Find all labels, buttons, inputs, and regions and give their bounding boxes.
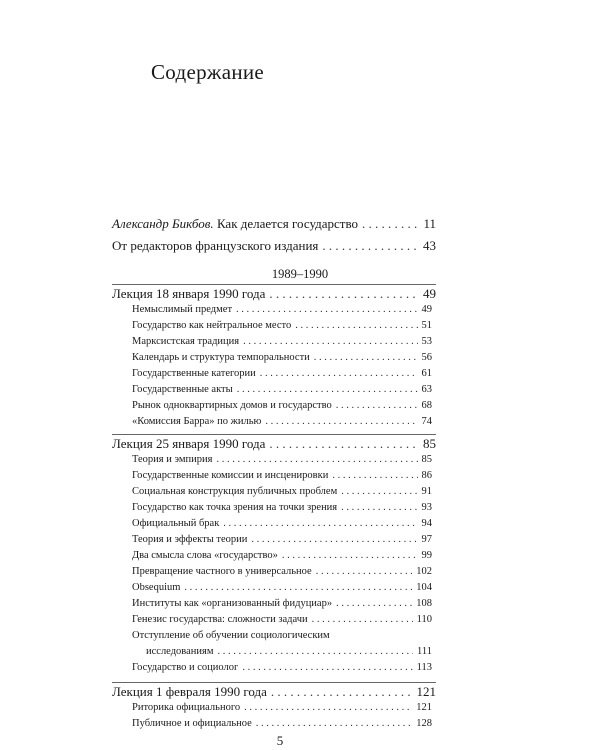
leader-dots [184,582,412,593]
toc-item-page: 85 [421,454,432,465]
toc-item-page: 63 [421,384,432,395]
toc-item[interactable] [132,534,432,545]
toc-item-label: «Комиссия Барра» по жилью [132,416,262,427]
toc-item-label: Государство и социолог [132,662,239,673]
toc-item-label: Институты как «организованный фидуциар» [132,598,333,609]
toc-entry-label: Как делается государство [216,216,359,231]
toc-entry-author: Александр Бикбов. [112,216,214,231]
toc-entry-label: От редакторов французского издания [112,238,319,253]
toc-item-page: 56 [421,352,432,363]
leader-dots [251,534,417,545]
page-title: Содержание [151,60,265,84]
toc-item-label: Государство как точка зрения на точки зрения [132,502,338,513]
toc-item-page: 108 [416,598,432,609]
toc-item-page: 121 [416,702,432,713]
toc-item-label: Превращение частного в универсальное [132,566,312,577]
toc-item-label: Государственные категории [132,368,256,379]
toc-item[interactable] [132,416,432,427]
leader-dots [341,502,417,513]
toc-item[interactable] [132,502,432,513]
toc-item[interactable] [132,662,432,673]
lecture-heading[interactable] [112,684,436,700]
toc-item-page: 53 [421,336,432,347]
leader-dots [314,352,418,363]
leader-dots [295,320,417,331]
toc-item[interactable] [132,614,432,625]
toc-item-page: 49 [421,304,432,315]
toc-entry-page: 11 [423,216,436,231]
toc-item-label: Социальная конструкция публичных проблем [132,486,338,497]
leader-dots [269,436,419,452]
toc-item[interactable] [132,566,432,577]
leader-dots [244,702,412,713]
leader-dots [269,286,419,302]
toc-item[interactable] [132,352,432,363]
leader-dots [218,646,414,657]
toc-item-page: 68 [421,400,432,411]
leader-dots [237,384,418,395]
leader-dots [362,216,419,232]
toc-item-label: Официальный брак [132,518,220,529]
toc-item[interactable] [146,646,432,657]
toc-item[interactable] [132,518,432,529]
lecture-page: 85 [423,436,436,451]
toc-item-label: Марксистская традиция [132,336,240,347]
toc-item-label-line1[interactable]: Отступление об обучении социологическим [132,630,330,641]
leader-dots [236,304,417,315]
toc-item-page: 110 [416,614,432,625]
toc-item[interactable] [132,550,432,561]
toc-item-label: Риторика официального [132,702,241,713]
lecture-label: Лекция 1 февраля 1990 года [112,684,267,699]
toc-item-page: 74 [421,416,432,427]
toc-item-page: 61 [421,368,432,379]
divider [112,434,436,435]
toc-item-label: Генезис государства: сложности задачи [132,614,308,625]
divider [112,284,436,285]
toc-item-page: 111 [417,646,432,657]
toc-item-page: 94 [421,518,432,529]
toc-item-label: Государственные комиссии и инсценировки [132,470,329,481]
toc-item-label: Немыслимый предмет [132,304,233,315]
toc-item-label: Два смысла слова «государство» [132,550,278,561]
toc-item[interactable] [132,702,432,713]
toc-item[interactable] [132,486,432,497]
leader-dots [260,368,418,379]
leader-dots [242,662,412,673]
toc-entry-editors[interactable] [112,238,436,254]
toc-item[interactable] [132,320,432,331]
toc-item-page: 128 [416,718,432,729]
leader-dots [282,550,418,561]
toc-item[interactable] [132,454,432,465]
leader-dots [322,238,419,254]
toc-item-label: исследованиям [146,646,214,657]
leader-dots [217,454,418,465]
toc-item[interactable] [132,384,432,395]
toc-item[interactable] [132,598,432,609]
leader-dots [223,518,417,529]
toc-item-label: Obsequium [132,582,181,593]
lecture-page: 49 [423,286,436,301]
lecture-label: Лекция 18 января 1990 года [112,286,266,301]
leader-dots [341,486,417,497]
toc-item[interactable] [132,368,432,379]
toc-item-label: Рынок одноквартирных домов и государство [132,400,332,411]
toc-item[interactable] [132,470,432,481]
divider [112,682,436,683]
toc-entry-page: 43 [423,238,436,253]
leader-dots [265,416,417,427]
toc-item[interactable] [132,582,432,593]
toc-entry-bikbov[interactable] [112,216,436,232]
lecture-page: 121 [416,684,436,699]
toc-item[interactable] [132,400,432,411]
toc-item-page: 86 [421,470,432,481]
toc-item-label: Теория и эмпирия [132,454,213,465]
lecture-heading[interactable] [112,436,436,452]
toc-item[interactable] [132,718,432,729]
toc-item-page: 99 [421,550,432,561]
leader-dots [336,400,418,411]
leader-dots [336,598,412,609]
toc-item-label: Теория и эффекты теории [132,534,248,545]
leader-dots [271,684,413,700]
toc-item[interactable] [132,336,432,347]
toc-item-page: 91 [421,486,432,497]
section-heading: 1989–1990 [271,267,329,281]
toc-item-page: 93 [421,502,432,513]
toc-item-label: Календарь и структура темпоральности [132,352,310,363]
leader-dots [256,718,412,729]
leader-dots [312,614,413,625]
page-number: 5 [276,733,284,748]
lecture-label: Лекция 25 января 1990 года [112,436,266,451]
leader-dots [332,470,417,481]
toc-item-label: Государство как нейтральное место [132,320,292,331]
toc-item-page: 51 [421,320,432,331]
leader-dots [243,336,417,347]
toc-item-page: 104 [416,582,432,593]
toc-item[interactable] [132,304,432,315]
toc-item-label: Публичное и официальное [132,718,252,729]
toc-item-label: Государственные акты [132,384,233,395]
leader-dots [316,566,413,577]
lecture-heading[interactable] [112,286,436,302]
toc-item-page: 97 [421,534,432,545]
toc-item-page: 102 [416,566,432,577]
toc-item-page: 113 [416,662,432,673]
